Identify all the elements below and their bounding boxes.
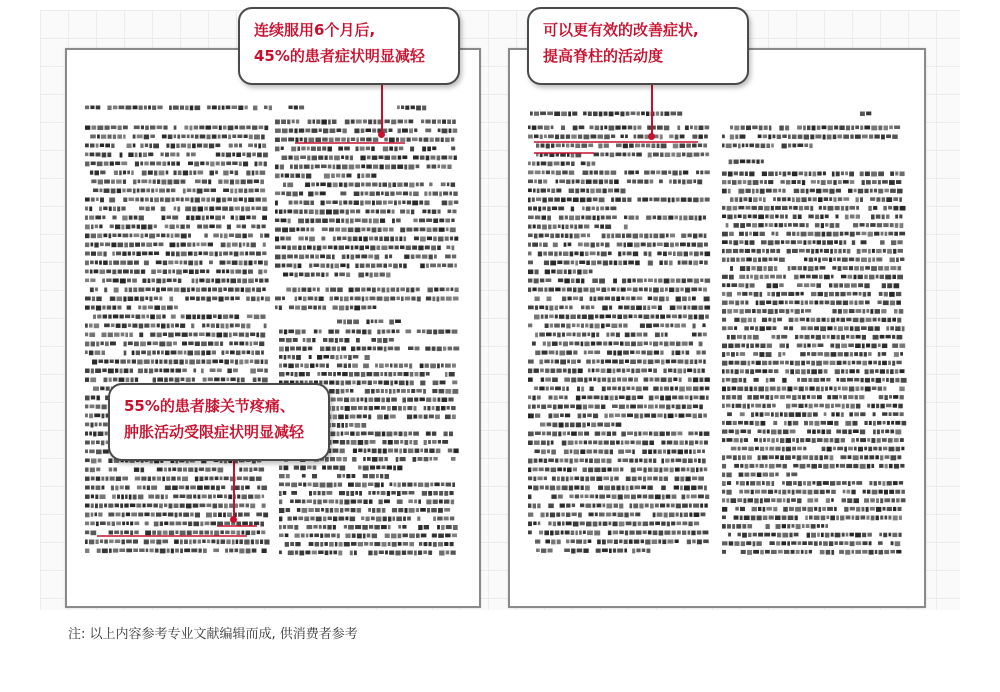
right-col-b-refs-line: [730, 266, 901, 271]
left-col-b2-line: [275, 306, 376, 311]
right-col-b-top-line: [730, 126, 900, 131]
left-col-b-refs-line: [279, 330, 457, 335]
left-col-b1-line: [282, 156, 457, 161]
left-col-b-refs-line: [279, 525, 458, 530]
right-col-b-top-line: [722, 135, 898, 140]
left-col-b1-line: [275, 255, 456, 260]
left-col-b-refs-line: [279, 491, 454, 496]
right-col-b-refs-line: [722, 215, 902, 220]
right-col-b-refs-line: [727, 412, 904, 417]
right-col-b-refs-line: [722, 421, 906, 426]
callout-top-left-anchor-dot: [378, 131, 385, 138]
footnote: 注: 以上内容参考专业文献编辑而成, 供消费者参考: [68, 627, 358, 642]
callout-bottom-left-anchor-dot: [230, 516, 237, 523]
right-col-a-line: [528, 531, 708, 536]
callout-bottom-left-line1: 55%的患者膝关节疼痛、: [124, 397, 295, 415]
right-col-a-line: [528, 513, 705, 518]
left-col-b-refs-line: [279, 517, 454, 522]
document-page-left: [65, 48, 481, 608]
left-col-b-refs-line: [279, 466, 402, 471]
right-col-b-refs-line: [722, 464, 905, 469]
left-col-a-line: [85, 279, 269, 284]
left-page-number: [397, 106, 426, 111]
left-col-b-refs-line: [279, 338, 394, 343]
left-col-a-line: [93, 189, 265, 194]
right-col-b-refs-line: [722, 430, 901, 435]
right-col-b-refs-line: [722, 541, 900, 546]
right-col-b-refs-line: [722, 258, 904, 263]
left-col-a-line: [85, 297, 270, 302]
left-col-b1-line: [275, 147, 455, 152]
callout-top-left-line2: 45%的患者症状明显减轻: [254, 47, 425, 65]
right-col-a-line: [528, 495, 709, 500]
left-col-a-line: [85, 486, 267, 491]
right-col-a-line: [528, 378, 710, 383]
left-col-a-line: [85, 549, 267, 554]
right-col-a-line: [528, 504, 708, 509]
right-col-a-line: [528, 396, 709, 401]
left-col-b1-line: [275, 210, 457, 215]
callout-top-left-connector: [381, 85, 383, 135]
right-col-a-line: [528, 360, 706, 365]
right-col-a-line: [528, 234, 706, 239]
left-col-a-line: [85, 351, 264, 356]
right-col-a-line: [535, 540, 709, 545]
right-col-a-line: [536, 549, 650, 554]
right-col-b-refs-line: [722, 232, 905, 237]
right-col-b-refs-line: [722, 387, 905, 392]
right-col-b-refs-line: [722, 516, 902, 521]
right-col-a-line: [528, 171, 710, 176]
callout-bottom-left: [108, 383, 330, 461]
left-col-b1-line: [275, 246, 454, 251]
right-page-number: [860, 112, 871, 117]
right-col-b-refs-line: [722, 481, 903, 486]
left-col-a-line: [91, 180, 264, 185]
left-col-a-line: [85, 477, 262, 482]
left-col-a-line: [85, 369, 268, 374]
right-col-a-line: [528, 414, 707, 419]
left-col-a-line: [85, 468, 264, 473]
left-col-b1-line: [283, 183, 455, 188]
right-col-b-refs-line: [722, 326, 905, 331]
right-col-a-line: [528, 441, 708, 446]
right-col-b-refs-line: [722, 240, 903, 245]
right-col-a-line: [528, 306, 710, 311]
right-page-header: [530, 112, 682, 117]
left-col-b-refs-line: [279, 534, 457, 539]
left-col-a-line: [85, 333, 265, 338]
document-page-left-text: [67, 50, 479, 606]
left-col-a-line: [85, 261, 268, 266]
right-col-a-line: [528, 261, 708, 266]
right-col-b-refs-line: [728, 533, 902, 538]
left-col-a-line: [85, 342, 264, 347]
left-col-a-line: [85, 144, 266, 149]
right-col-b-refs-line: [722, 189, 903, 194]
left-col-a-line: [85, 495, 264, 500]
right-col-a-line: [534, 315, 709, 320]
right-col-a-line: [528, 189, 626, 194]
right-col-a-line: [528, 369, 705, 374]
left-col-b-refs-line: [285, 542, 454, 547]
right-col-a-line: [540, 423, 621, 428]
left-col-b1-line: [275, 192, 458, 197]
right-col-b-refs-line: [722, 378, 907, 383]
left-col-a-line: [85, 531, 265, 536]
right-col-b-refs-line: [722, 507, 902, 512]
right-col-b-refs-line: [722, 318, 901, 323]
left-col-b1-line: [275, 120, 456, 125]
right-col-b-refs-line: [730, 197, 902, 202]
left-col-a-line: [85, 504, 266, 509]
left-col-b-refs-line: [279, 508, 450, 513]
right-col-a-line: [528, 522, 699, 527]
left-page-header: [85, 106, 304, 111]
right-col-a-line: [528, 207, 616, 212]
right-col-b-refs-line: [722, 455, 901, 460]
left-col-b1-line: [275, 237, 458, 242]
right-col-b-refs-line: [722, 361, 902, 366]
left-col-b1-line: [275, 138, 454, 143]
callout-top-right-anchor-dot: [648, 133, 655, 140]
callout-top-left: [238, 7, 460, 85]
document-page-right-text: [510, 50, 924, 606]
left-col-a-line: [85, 126, 268, 131]
right-col-a-line: [528, 324, 706, 329]
right-col-a-line: [528, 432, 709, 437]
right-col-a-line: [528, 279, 710, 284]
left-col-b2-line: [275, 297, 459, 302]
left-col-a-line: [93, 315, 266, 320]
right-col-a-line: [528, 243, 708, 248]
left-col-b1-line: [275, 219, 455, 224]
right-col-b-refs-line: [722, 404, 903, 409]
left-col-a-line: [85, 207, 267, 212]
right-col-b-refs-line: [722, 473, 797, 478]
left-col-a-line: [85, 198, 267, 203]
callout-top-left-line1: 连续服用6个月后,: [254, 21, 376, 39]
left-col-a-line: [85, 216, 267, 221]
right-col-a-line: [528, 135, 708, 140]
right-col-b-refs-line: [722, 524, 828, 529]
right-col-b-refs-line: [731, 447, 905, 452]
right-col-a-line: [535, 450, 705, 455]
left-col-a-line: [85, 540, 270, 545]
right-col-a-line: [528, 252, 710, 257]
left-col-a-line: [85, 153, 268, 158]
left-col-a-line: [85, 378, 268, 383]
right-col-b-refs-line: [727, 335, 902, 340]
right-col-b-refs-line: [722, 344, 905, 349]
right-col-a-line: [528, 486, 707, 491]
right-col-b-refs-line: [722, 180, 901, 185]
right-col-b-refs-line: [722, 490, 905, 495]
left-col-b-refs-line: [279, 355, 370, 360]
callout-top-right-line2: 提高脊柱的活动度: [543, 47, 664, 65]
left-col-a-line: [85, 306, 178, 311]
left-col-a-line: [90, 288, 266, 293]
right-col-b-refs-line: [722, 292, 901, 297]
right-col-a-line: [528, 468, 707, 473]
left-col-a-line: [85, 324, 267, 329]
right-col-b-heading: [729, 160, 764, 165]
right-col-a-line: [536, 144, 707, 149]
right-col-a-line: [528, 162, 595, 167]
left-col-a-line: [85, 252, 267, 257]
right-col-b-refs-line: [722, 438, 904, 443]
left-col-b1-line: [275, 165, 452, 170]
left-col-a-line: [85, 225, 266, 230]
left-col-b-heading: [337, 320, 401, 325]
right-col-a-line: [535, 333, 707, 338]
right-col-a-line: [528, 216, 706, 221]
right-col-a-line: [528, 198, 710, 203]
left-col-b-refs-line: [279, 347, 459, 352]
right-col-a-line: [534, 387, 709, 392]
document-page-right: [508, 48, 926, 608]
callout-top-right-connector: [651, 85, 653, 137]
right-col-b-refs-line: [722, 206, 906, 211]
left-col-b1-line: [275, 228, 456, 233]
left-col-b1-line: [275, 129, 457, 134]
right-col-b-refs-line: [722, 301, 901, 306]
left-col-b1-line: [275, 201, 458, 206]
left-col-b-refs-line: [279, 364, 456, 369]
left-col-b2-line: [286, 288, 458, 293]
right-col-b-refs-line: [722, 352, 903, 357]
left-col-b1-line: [275, 174, 376, 179]
right-col-a-line: [528, 405, 703, 410]
callout-top-right-line1: 可以更有效的改善症状,: [543, 21, 699, 39]
left-col-b-refs-line: [279, 372, 455, 377]
left-col-a-line: [85, 270, 267, 275]
right-col-b-refs-line: [722, 309, 903, 314]
left-col-a-line: [85, 162, 267, 167]
right-col-b-top-line: [722, 144, 813, 149]
right-col-a-line: [528, 225, 628, 230]
left-col-a-line: [90, 135, 265, 140]
right-col-b-refs-line: [722, 275, 903, 280]
right-col-b-refs-line: [722, 498, 906, 503]
right-col-b-refs-line: [722, 369, 905, 374]
left-col-b-refs-line: [279, 500, 454, 505]
left-col-a-line: [85, 234, 269, 239]
left-col-b-refs-line: [279, 483, 455, 488]
left-col-b1-line: [283, 273, 391, 278]
right-col-b-refs-line: [722, 283, 899, 288]
right-col-a-line: [535, 351, 706, 356]
right-col-b-refs-line: [722, 172, 905, 177]
right-col-b-refs-line: [722, 550, 901, 555]
right-col-b-refs-line: [722, 249, 903, 254]
right-col-a-line: [528, 477, 704, 482]
left-col-a-line: [85, 513, 268, 518]
callout-top-right: [527, 7, 749, 85]
left-col-b-refs-line: [279, 551, 456, 556]
left-col-a-line: [90, 171, 265, 176]
right-col-a-line: [528, 126, 709, 131]
callout-bottom-left-connector: [233, 461, 235, 519]
right-col-a-line: [528, 270, 593, 275]
left-col-b-refs-line: [279, 474, 389, 479]
right-col-b-refs-line: [722, 395, 904, 400]
left-col-b1-line: [275, 264, 457, 269]
right-col-a-line: [532, 342, 703, 347]
left-col-a-line: [85, 243, 266, 248]
right-col-a-line: [535, 297, 710, 302]
right-col-a-line: [528, 180, 702, 185]
right-col-b-refs-line: [726, 223, 904, 228]
right-col-a-line: [528, 288, 707, 293]
callout-bottom-left-line2: 肿胀活动受限症状明显减轻: [124, 423, 305, 441]
left-col-a-line: [92, 360, 268, 365]
right-col-a-line: [528, 459, 706, 464]
